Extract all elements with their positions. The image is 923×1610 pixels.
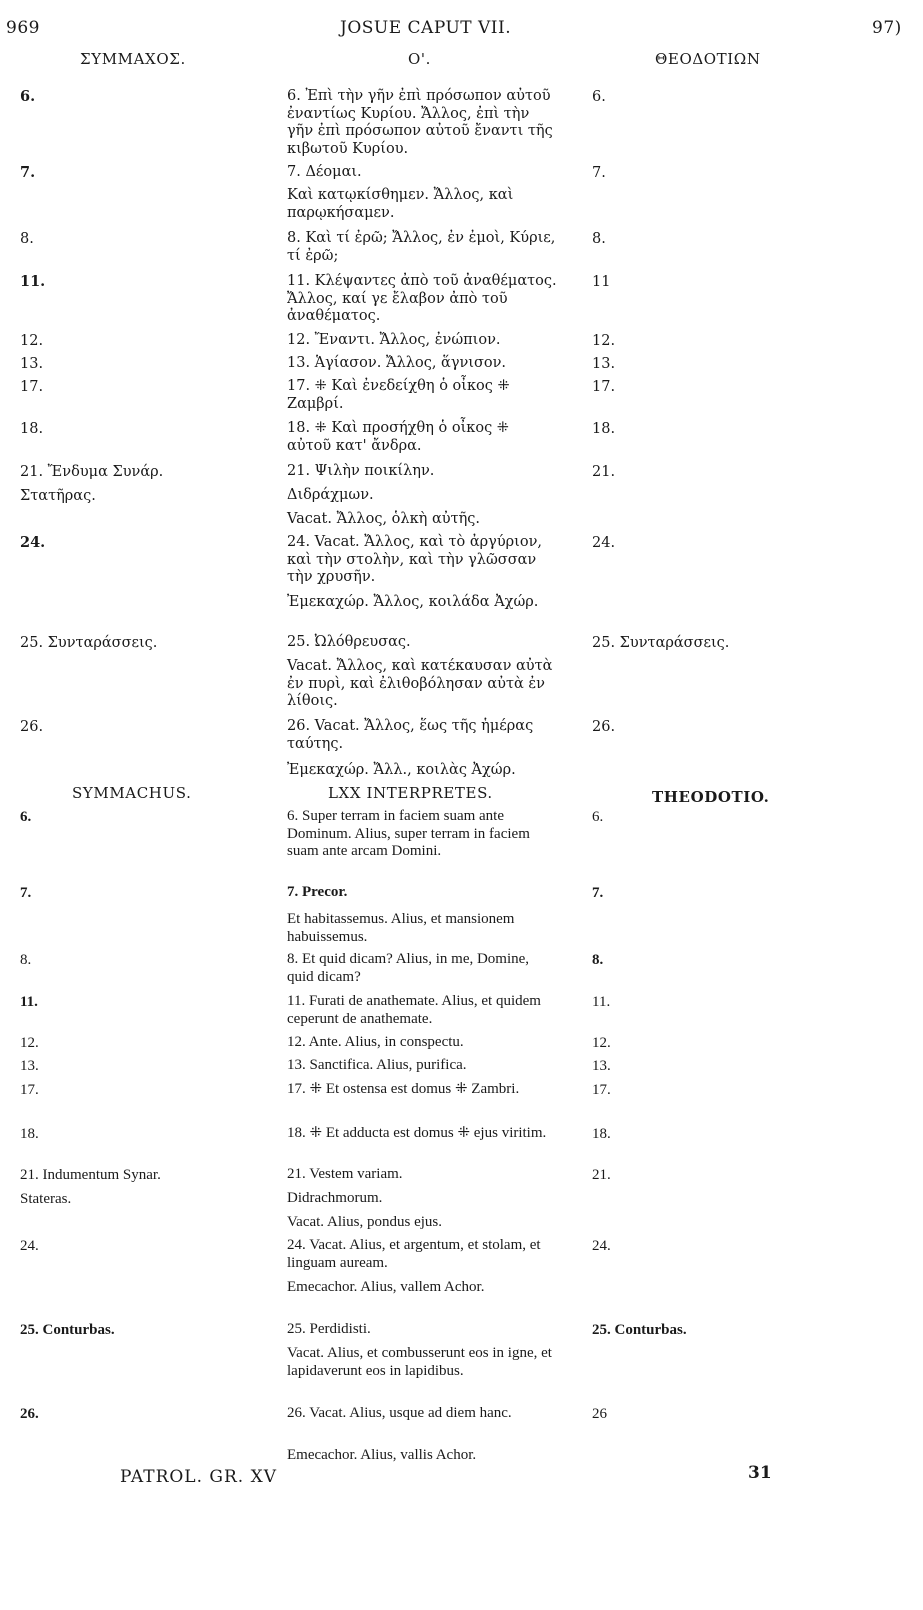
symmachus-entry: 17. [20,379,44,395]
lxx-entry: 6. Ἐπὶ τὴν γῆν ἐπὶ πρόσωπον αὐτοῦ ἐναντίως Κυρίου. Ἄλλος, ἐπὶ τὴν γῆν ἐπὶ πρόσωπον αὐτοῦ ἔναντι τῆς κιβωτοῦ Κυρίου. [287,88,553,157]
column-head-theodotion-greek: ΘΕΟΔΟΤΙΩΝ [655,50,761,68]
page-number-right: 97) [872,18,902,38]
lxx-entry: 24. Vacat. Ἄλλος, καὶ τὸ ἀργύριον, καὶ τὴν στολὴν, καὶ τὴν γλῶσσαν τὴν χρυσῆν. [287,534,543,585]
lxx-entry: 26. Vacat. Ἄλλος, ἕως τῆς ἡμέρας ταύτης. [287,718,534,752]
lxx-entry: 17. ⁜ Καὶ ἐνεδείχθη ὁ οἶκος ⁜ Ζαμβρί. [287,378,510,412]
theodotion-entry: 25. Συνταράσσεις. [592,635,730,651]
page-number-left: 969 [6,18,40,38]
symmachus-entry: 26. [20,1406,39,1422]
symmachus-entry: 8. [20,952,32,968]
theodotion-entry: 8. [592,231,606,247]
lxx-entry: 11. Κλέψαντες ἀπὸ τοῦ ἀναθέματος. Ἄλλος, καί γε ἔλαβον ἀπὸ τοῦ ἀναθέματος. [287,273,557,324]
theodotion-entry: 24. [592,1238,611,1254]
lxx-entry: 8. Καὶ τί ἐρῶ; Ἄλλος, ἐν ἐμοὶ, Κύριε, τί ἐρῶ; [287,230,556,264]
theodotion-entry: 11. [592,994,611,1010]
symmachus-entry: 18. [20,421,44,437]
symmachus-entry: 26. [20,719,44,735]
symmachus-entry: 17. [20,1082,39,1098]
theodotion-entry: 18. [592,1126,611,1142]
lxx-entry: Vacat. Alius, pondus ejus. [287,1214,442,1230]
lxx-entry: 17. ⁜ Et ostensa est domus ⁜ Zambri. [287,1081,520,1097]
page-title: JOSUE CAPUT VII. [340,18,512,38]
lxx-entry: 13. Ἁγίασον. Ἄλλος, ἅγνισον. [287,355,507,371]
column-head-symmachus-greek: ΣΥΜΜΑΧΟΣ. [80,50,186,68]
symmachus-entry: Στατῆρας. [20,488,96,504]
lxx-entry: 26. Vacat. Alius, usque ad diem hanc. [287,1405,512,1421]
symmachus-entry: 7. [20,164,36,181]
lxx-entry: Emecachor. Alius, vallem Achor. [287,1279,485,1295]
theodotion-entry: 8. [592,952,604,968]
symmachus-entry: 25. Συνταράσσεις. [20,635,158,651]
theodotion-entry: 11 [592,274,611,290]
theodotion-entry: 21. [592,464,616,480]
theodotion-entry: 17. [592,379,616,395]
theodotion-entry: 7. [592,165,606,181]
footer-signature: PATROL. GR. XV [120,1467,277,1487]
symmachus-entry: 13. [20,1058,39,1074]
column-head-lxx-greek: Ο'. [408,50,431,68]
symmachus-entry: 12. [20,333,44,349]
symmachus-entry: 21. Indumentum Synar. [20,1167,161,1183]
theodotion-entry: 13. [592,356,616,372]
lxx-entry: Ἐμεκαχώρ. Ἄλλ., κοιλὰς Ἀχώρ. [287,762,516,778]
lxx-entry: Διδράχμων. [287,487,374,503]
theodotion-entry: 6. [592,809,604,825]
lxx-entry: Vacat. Alius, et combusserunt eos in igne, et lapidaverunt eos in lapidibus. [287,1345,552,1379]
symmachus-entry: 18. [20,1126,39,1142]
lxx-entry: Καὶ κατῳκίσθημεν. Ἄλλος, καὶ παρῳκήσαμεν. [287,187,514,221]
column-head-theodotio-latin: THEODOTIO. [652,788,770,806]
theodotion-entry: 21. [592,1167,611,1183]
theodotion-entry: 7. [592,885,604,901]
theodotion-entry: 13. [592,1058,611,1074]
theodotion-entry: 26 [592,1406,607,1422]
lxx-entry: Et habitassemus. Alius, et mansionem habuissemus. [287,911,515,945]
lxx-entry: Vacat. Ἄλλος, ὁλκὴ αὐτῆς. [287,511,481,527]
lxx-entry: Vacat. Ἄλλος, καὶ κατέκαυσαν αὐτὰ ἐν πυρὶ, καὶ ἐλιθοβόλησαν αὐτὰ ἐν λίθοις. [287,658,553,709]
lxx-entry: 13. Sanctifica. Alius, purifica. [287,1057,467,1073]
theodotion-entry: 17. [592,1082,611,1098]
lxx-entry: 18. ⁜ Et adducta est domus ⁜ ejus viritim. [287,1125,547,1141]
lxx-entry: 7. Precor. [287,884,348,900]
lxx-entry: Emecachor. Alius, vallis Achor. [287,1447,477,1463]
symmachus-entry: 6. [20,809,32,825]
symmachus-entry: 21. Ἔνδυμα Συνάρ. [20,464,164,480]
lxx-entry: 21. Ψιλὴν ποικίλην. [287,463,435,479]
symmachus-entry: Stateras. [20,1191,72,1207]
theodotion-entry: 25. Conturbas. [592,1322,687,1338]
theodotion-entry: 18. [592,421,616,437]
column-head-symmachus-latin: SYMMACHUS. [72,784,192,802]
lxx-entry: 6. Super terram in faciem suam ante Dominum. Alius, super terram in faciem suam ante arcam Domini. [287,808,530,859]
footer-sheet-number: 31 [748,1463,772,1483]
lxx-entry: Didrachmorum. [287,1190,383,1206]
lxx-entry: 25. Perdidisti. [287,1321,371,1337]
theodotion-entry: 26. [592,719,616,735]
symmachus-entry: 8. [20,231,34,247]
symmachus-entry: 24. [20,534,46,551]
lxx-entry: 25. Ὠλόθρευσας. [287,634,411,650]
theodotion-entry: 6. [592,89,606,105]
theodotion-entry: 12. [592,1035,611,1051]
symmachus-entry: 12. [20,1035,39,1051]
symmachus-entry: 25. Conturbas. [20,1322,115,1338]
lxx-entry: 21. Vestem variam. [287,1166,403,1182]
symmachus-entry: 7. [20,885,32,901]
lxx-entry: 12. Ἔναντι. Ἄλλος, ἐνώπιον. [287,332,501,348]
column-head-lxx-latin: LXX INTERPRETES. [328,784,493,802]
lxx-entry: 7. Δέομαι. [287,164,362,180]
lxx-entry: 11. Furati de anathemate. Alius, et quidem ceperunt de anathemate. [287,993,541,1027]
lxx-entry: 24. Vacat. Alius, et argentum, et stolam, et linguam auream. [287,1237,541,1271]
symmachus-entry: 11. [20,994,38,1010]
lxx-entry: 12. Ante. Alius, in conspectu. [287,1034,464,1050]
lxx-entry: Ἐμεκαχώρ. Ἄλλος, κοιλάδα Ἀχώρ. [287,594,539,610]
theodotion-entry: 12. [592,333,616,349]
symmachus-entry: 13. [20,356,44,372]
lxx-entry: 8. Et quid dicam? Alius, in me, Domine, quid dicam? [287,951,530,985]
theodotion-entry: 24. [592,535,616,551]
symmachus-entry: 11. [20,273,46,290]
lxx-entry: 18. ⁜ Καὶ προσήχθη ὁ οἶκος ⁜ αὐτοῦ κατ' ἄνδρα. [287,420,509,454]
symmachus-entry: 6. [20,88,36,105]
symmachus-entry: 24. [20,1238,39,1254]
